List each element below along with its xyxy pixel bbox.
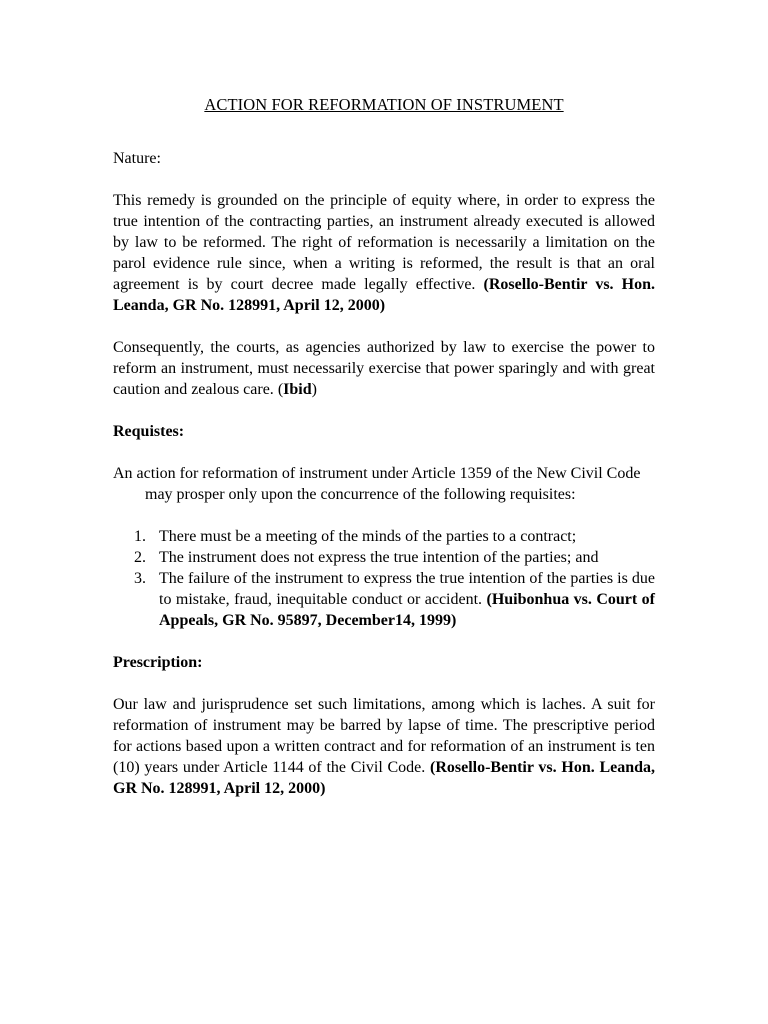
nature-label: Nature: [113,150,161,167]
list-item-number: 2. [134,549,146,566]
prescription-paragraph-text: Our law and jurisprudence set such limitations, among which is laches. A suit for reformation of instrument may be barred by lapse of time. The prescriptive period for actions based upon a written contract and for reformation of an instrument is ten (10) years under Article 1144 of the Civil Code. [113,696,655,776]
list-item [113,526,655,547]
list-item-text: The failure of the instrument to express the true intention of the parties is due to mistake, fraud, inequitable conduct or accident. [159,570,655,608]
nature-paragraph-1-text: This remedy is grounded on the principle of equity where, in order to express the true intention of the contracting parties, an instrument already executed is allowed by law to be reformed. The right of reformation is necessarily a limitation on the parol evidence rule since, when a writing is reformed, the result is that an oral agreement is by court decree made legally effective. [113,192,655,293]
list-item-number: 3. [134,570,146,587]
nature-paragraph-1-citation: (Rosello-Bentir vs. Hon. Leanda, GR No. 128991, April 12, 2000) [113,276,655,314]
nature-paragraph-2 [113,337,655,400]
nature-paragraph-1 [113,190,655,316]
requisites-list [113,526,655,631]
document-page [113,94,655,820]
prescription-paragraph [113,694,655,799]
nature-paragraph-2-citation: Ibid [283,381,312,398]
prescription-paragraph-citation: (Rosello-Bentir vs. Hon. Leanda, GR No. 128991, April 12, 2000) [113,759,656,797]
requisites-intro: An action for reformation of instrument under Article 1359 of the New Civil Code may prosper only upon the concurrence of the following requisites: [113,465,641,503]
citation-close-paren: ) [311,381,317,398]
list-item [113,547,655,568]
prescription-label: Prescription: [113,654,203,671]
list-item-text: The instrument does not express the true intention of the parties; and [159,549,599,566]
list-item [113,568,655,631]
nature-paragraph-2-text: Consequently, the courts, as agencies authorized by law to exercise the power to reform an instrument, must necessarily exercise that power sparingly and with great caution and zealous care. [113,339,655,398]
requisites-label: Requistes: [113,423,185,440]
list-item-text: There must be a meeting of the minds of the parties to a contract; [159,528,577,545]
list-item-number: 1. [134,528,146,545]
document-title: ACTION FOR REFORMATION OF INSTRUMENT [204,95,564,114]
citation-open-paren: ( [277,381,284,398]
list-item-citation: (Huibonhua vs. Court of Appeals, GR No. 95897, December14, 1999) [159,591,656,629]
